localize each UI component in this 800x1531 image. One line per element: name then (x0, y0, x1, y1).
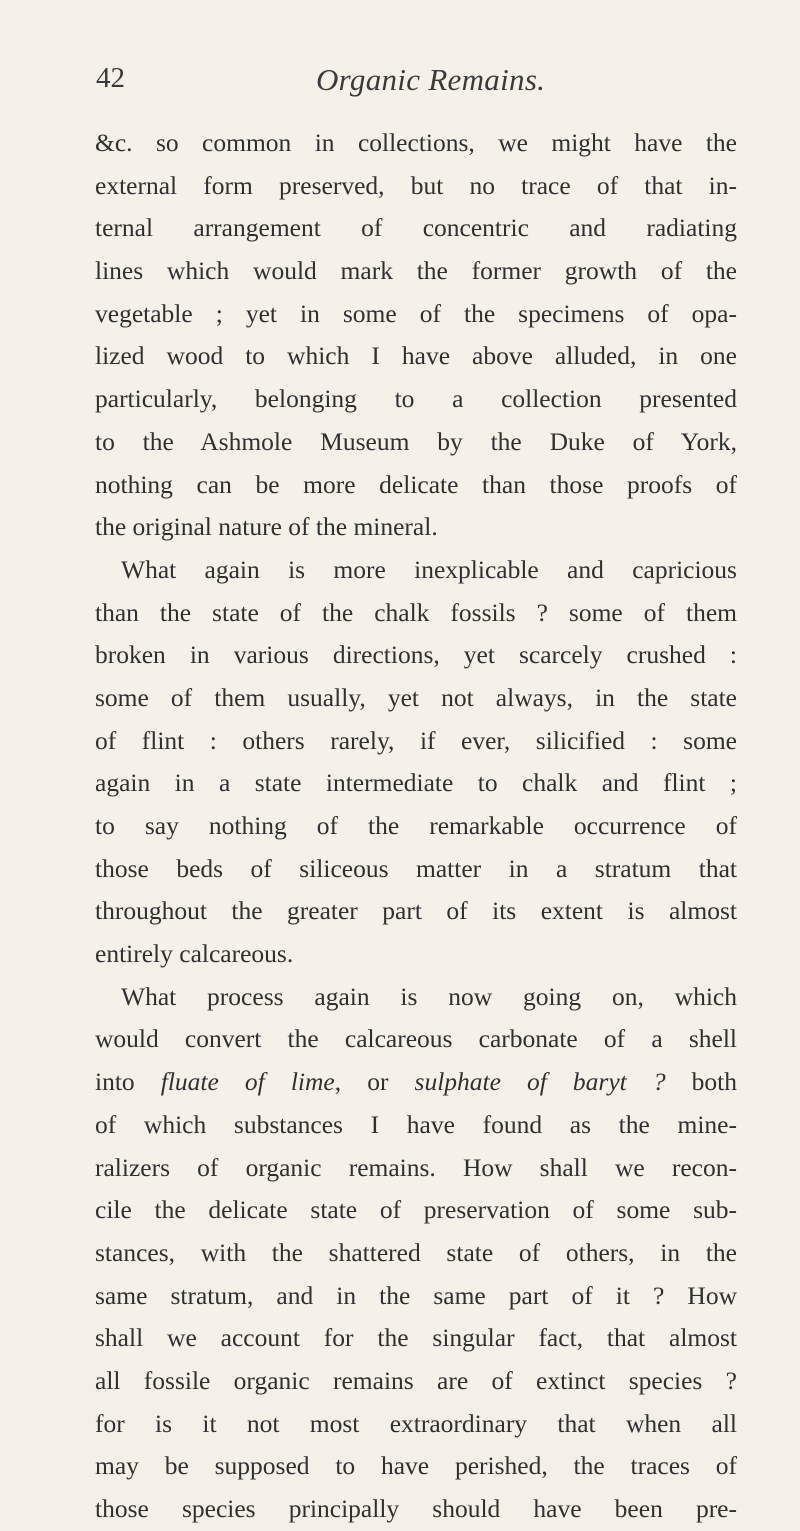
running-title: Organic Remains. (316, 62, 546, 97)
text-segment: both (665, 1067, 737, 1097)
text-line: shall we account for the singular fact, that almost (95, 1323, 737, 1353)
text-line: throughout the greater part of its extent is almost (95, 896, 737, 926)
text-line: of flint : others rarely, if ever, silicified : some (95, 725, 737, 755)
text-line: What again is more inexplicable and capricious (121, 554, 737, 584)
text-segment: , or (334, 1067, 415, 1097)
page-number: 42 (96, 62, 125, 94)
text-line: to the Ashmole Museum by the Duke of York, (95, 426, 737, 456)
text-line: same stratum, and in the same part of it ? How (95, 1280, 737, 1310)
text-line: to say nothing of the remarkable occurrence of (95, 811, 737, 840)
text-line: the original nature of the mineral. (95, 512, 438, 542)
text-line: particularly, belonging to a collection presented (95, 384, 737, 414)
text-line (95, 1061, 737, 1104)
text-line: those beds of siliceous matter in a stratum that (95, 853, 737, 883)
text-line: nothing can be more delicate than those proofs of (95, 469, 737, 499)
text-line: ternal arrangement of concentric and radiating (95, 213, 737, 243)
text-line: entirely calcareous. (95, 939, 294, 969)
italic-term: sulphate of baryt ? (414, 1067, 666, 1097)
text-line: external form preserved, but no trace of that in- (95, 170, 737, 200)
body-text (95, 122, 737, 1531)
text-line: all fossile organic remains are of extinct species ? (95, 1365, 737, 1395)
text-line: ralizers of organic remains. How shall we recon- (95, 1152, 737, 1182)
text-line: may be supposed to have perished, the traces of (95, 1451, 737, 1481)
text-line: broken in various directions, yet scarcely crushed : (95, 640, 737, 670)
text-line: would convert the calcareous carbonate of a shell (95, 1024, 737, 1054)
page-header (96, 62, 716, 110)
text-line: for is it not most extraordinary that when all (95, 1408, 737, 1438)
italic-term: fluate of lime (160, 1067, 335, 1097)
text-line: &c. so common in collections, we might have the (95, 128, 737, 157)
text-line: cile the delicate state of preservation of some sub- (95, 1195, 737, 1225)
text-line: of which substances I have found as the mine- (95, 1109, 737, 1139)
text-line: some of them usually, yet not always, in the state (95, 682, 737, 712)
text-line: again in a state intermediate to chalk and flint ; (95, 768, 737, 798)
text-line: those species principally should have been pre- (95, 1494, 737, 1523)
text-line: vegetable ; yet in some of the specimens of opa- (95, 298, 737, 328)
text-line: lized wood to which I have above alluded, in one (95, 341, 737, 371)
text-line: stances, with the shattered state of others, in the (95, 1237, 737, 1267)
text-line: lines which would mark the former growth of the (95, 256, 737, 286)
text-line: than the state of the chalk fossils ? some of them (95, 597, 737, 627)
text-line: What process again is now going on, which (121, 981, 737, 1011)
text-segment: into (95, 1067, 161, 1097)
